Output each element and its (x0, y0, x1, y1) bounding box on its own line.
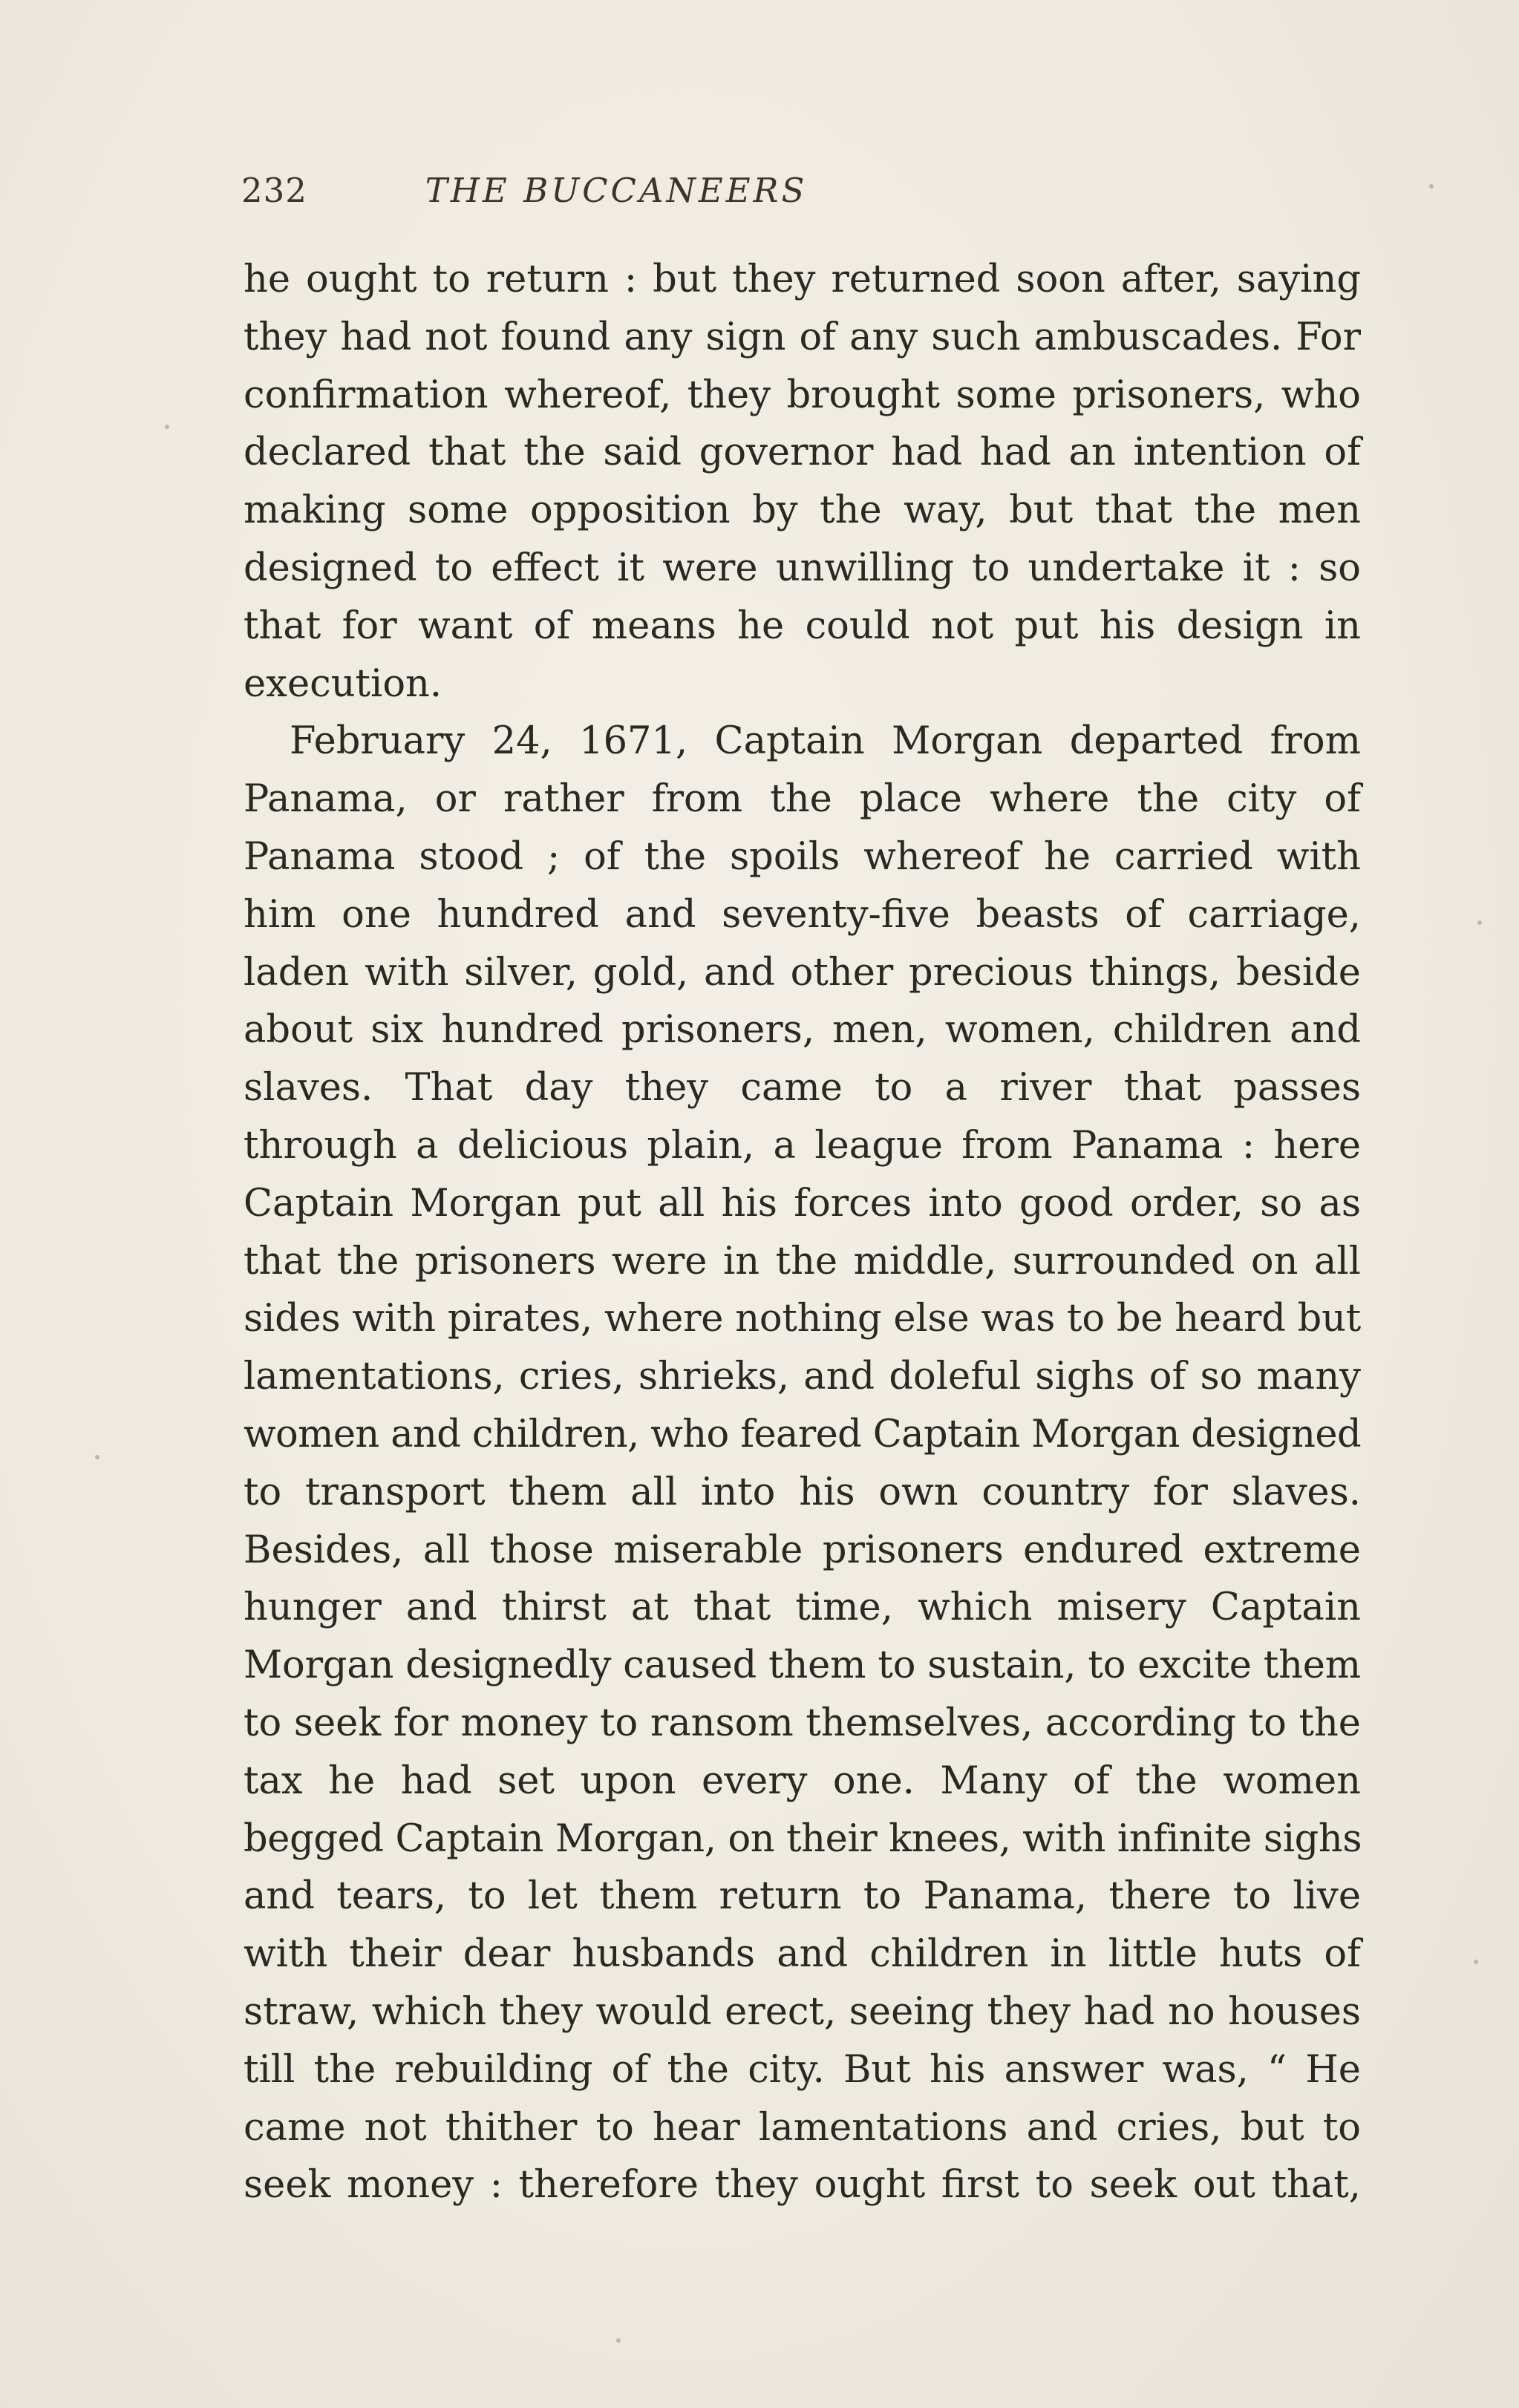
text-line: Morgan designedly caused them to sustain, to excite them (244, 1643, 1361, 1688)
text-line: lamentations, cries, shrieks, and doleful sighs of so many (244, 1355, 1361, 1399)
text-line: Besides, all those miserable prisoners endured extreme (244, 1528, 1361, 1572)
text-line: laden with silver, gold, and other precious things, beside (244, 950, 1361, 995)
text-line: sides with pirates, where nothing else was to be heard but (244, 1297, 1361, 1341)
text-line: he ought to return : but they returned soon after, saying (244, 258, 1361, 301)
text-line: to seek for money to ransom themselves, according to the (244, 1701, 1361, 1745)
text-line: designed to effect it were unwilling to undertake it : so (244, 546, 1361, 590)
text-line: they had not found any sign of any such ambuscades. For (244, 315, 1361, 359)
paragraph-first-line: February 24, 1671, Captain Morgan departed from (290, 719, 1361, 764)
text-line: to transport them all into his own country for slaves. (244, 1470, 1361, 1514)
text-line: through a delicious plain, a league from Panama : here (244, 1123, 1361, 1168)
text-line: slaves. That day they came to a river that passes (244, 1066, 1361, 1110)
text-line: begged Captain Morgan, on their knees, with infinite sighs (244, 1816, 1362, 1861)
text-line: declared that the said governor had had an intention of (244, 431, 1361, 475)
paper-speck (1477, 920, 1482, 925)
text-line: Panama, or rather from the place where the city of (244, 777, 1361, 822)
page-header (241, 171, 991, 223)
text-line: straw, which they would erect, seeing they had no houses (244, 1989, 1361, 2034)
text-line: women and children, who feared Captain Morgan designed (244, 1412, 1361, 1456)
text-line: tax he had set upon every one. Many of the women (244, 1758, 1361, 1803)
text-line: seek money : therefore they ought first to seek out that, (244, 2163, 1361, 2208)
text-line: till the rebuilding of the city. But his answer was, “ He (244, 2047, 1361, 2092)
text-line: came not thither to hear lamentations and cries, but to (244, 2105, 1361, 2150)
text-line: that the prisoners were in the middle, surrounded on all (244, 1239, 1361, 1283)
text-line: making some opposition by the way, but that the men (244, 488, 1361, 533)
paper-speck (1474, 1960, 1478, 1964)
paper-speck (165, 425, 169, 429)
text-line: Captain Morgan put all his forces into good order, so as (244, 1181, 1361, 1226)
text-line: Panama stood ; of the spoils whereof he carried with (244, 834, 1361, 879)
page-number: 232 (241, 171, 307, 210)
text-line: him one hundred and seventy-five beasts of carriage, (244, 892, 1361, 937)
text-line: and tears, to let them return to Panama, there to live (244, 1874, 1361, 1919)
paper-speck (616, 2338, 621, 2343)
running-title: THE BUCCANEERS (425, 171, 808, 210)
paper-speck (95, 1455, 99, 1459)
text-line: execution. (244, 661, 442, 706)
text-line: that for want of means he could not put his design in (244, 603, 1361, 648)
text-line: about six hundred prisoners, men, women, children and (244, 1008, 1361, 1053)
text-line: hunger and thirst at that time, which misery Captain (244, 1586, 1361, 1630)
body-text (244, 251, 1361, 2214)
text-line: with their dear husbands and children in little huts of (244, 1932, 1361, 1977)
text-line: confirmation whereof, they brought some prisoners, who (244, 373, 1361, 417)
paper-speck (1429, 184, 1434, 189)
